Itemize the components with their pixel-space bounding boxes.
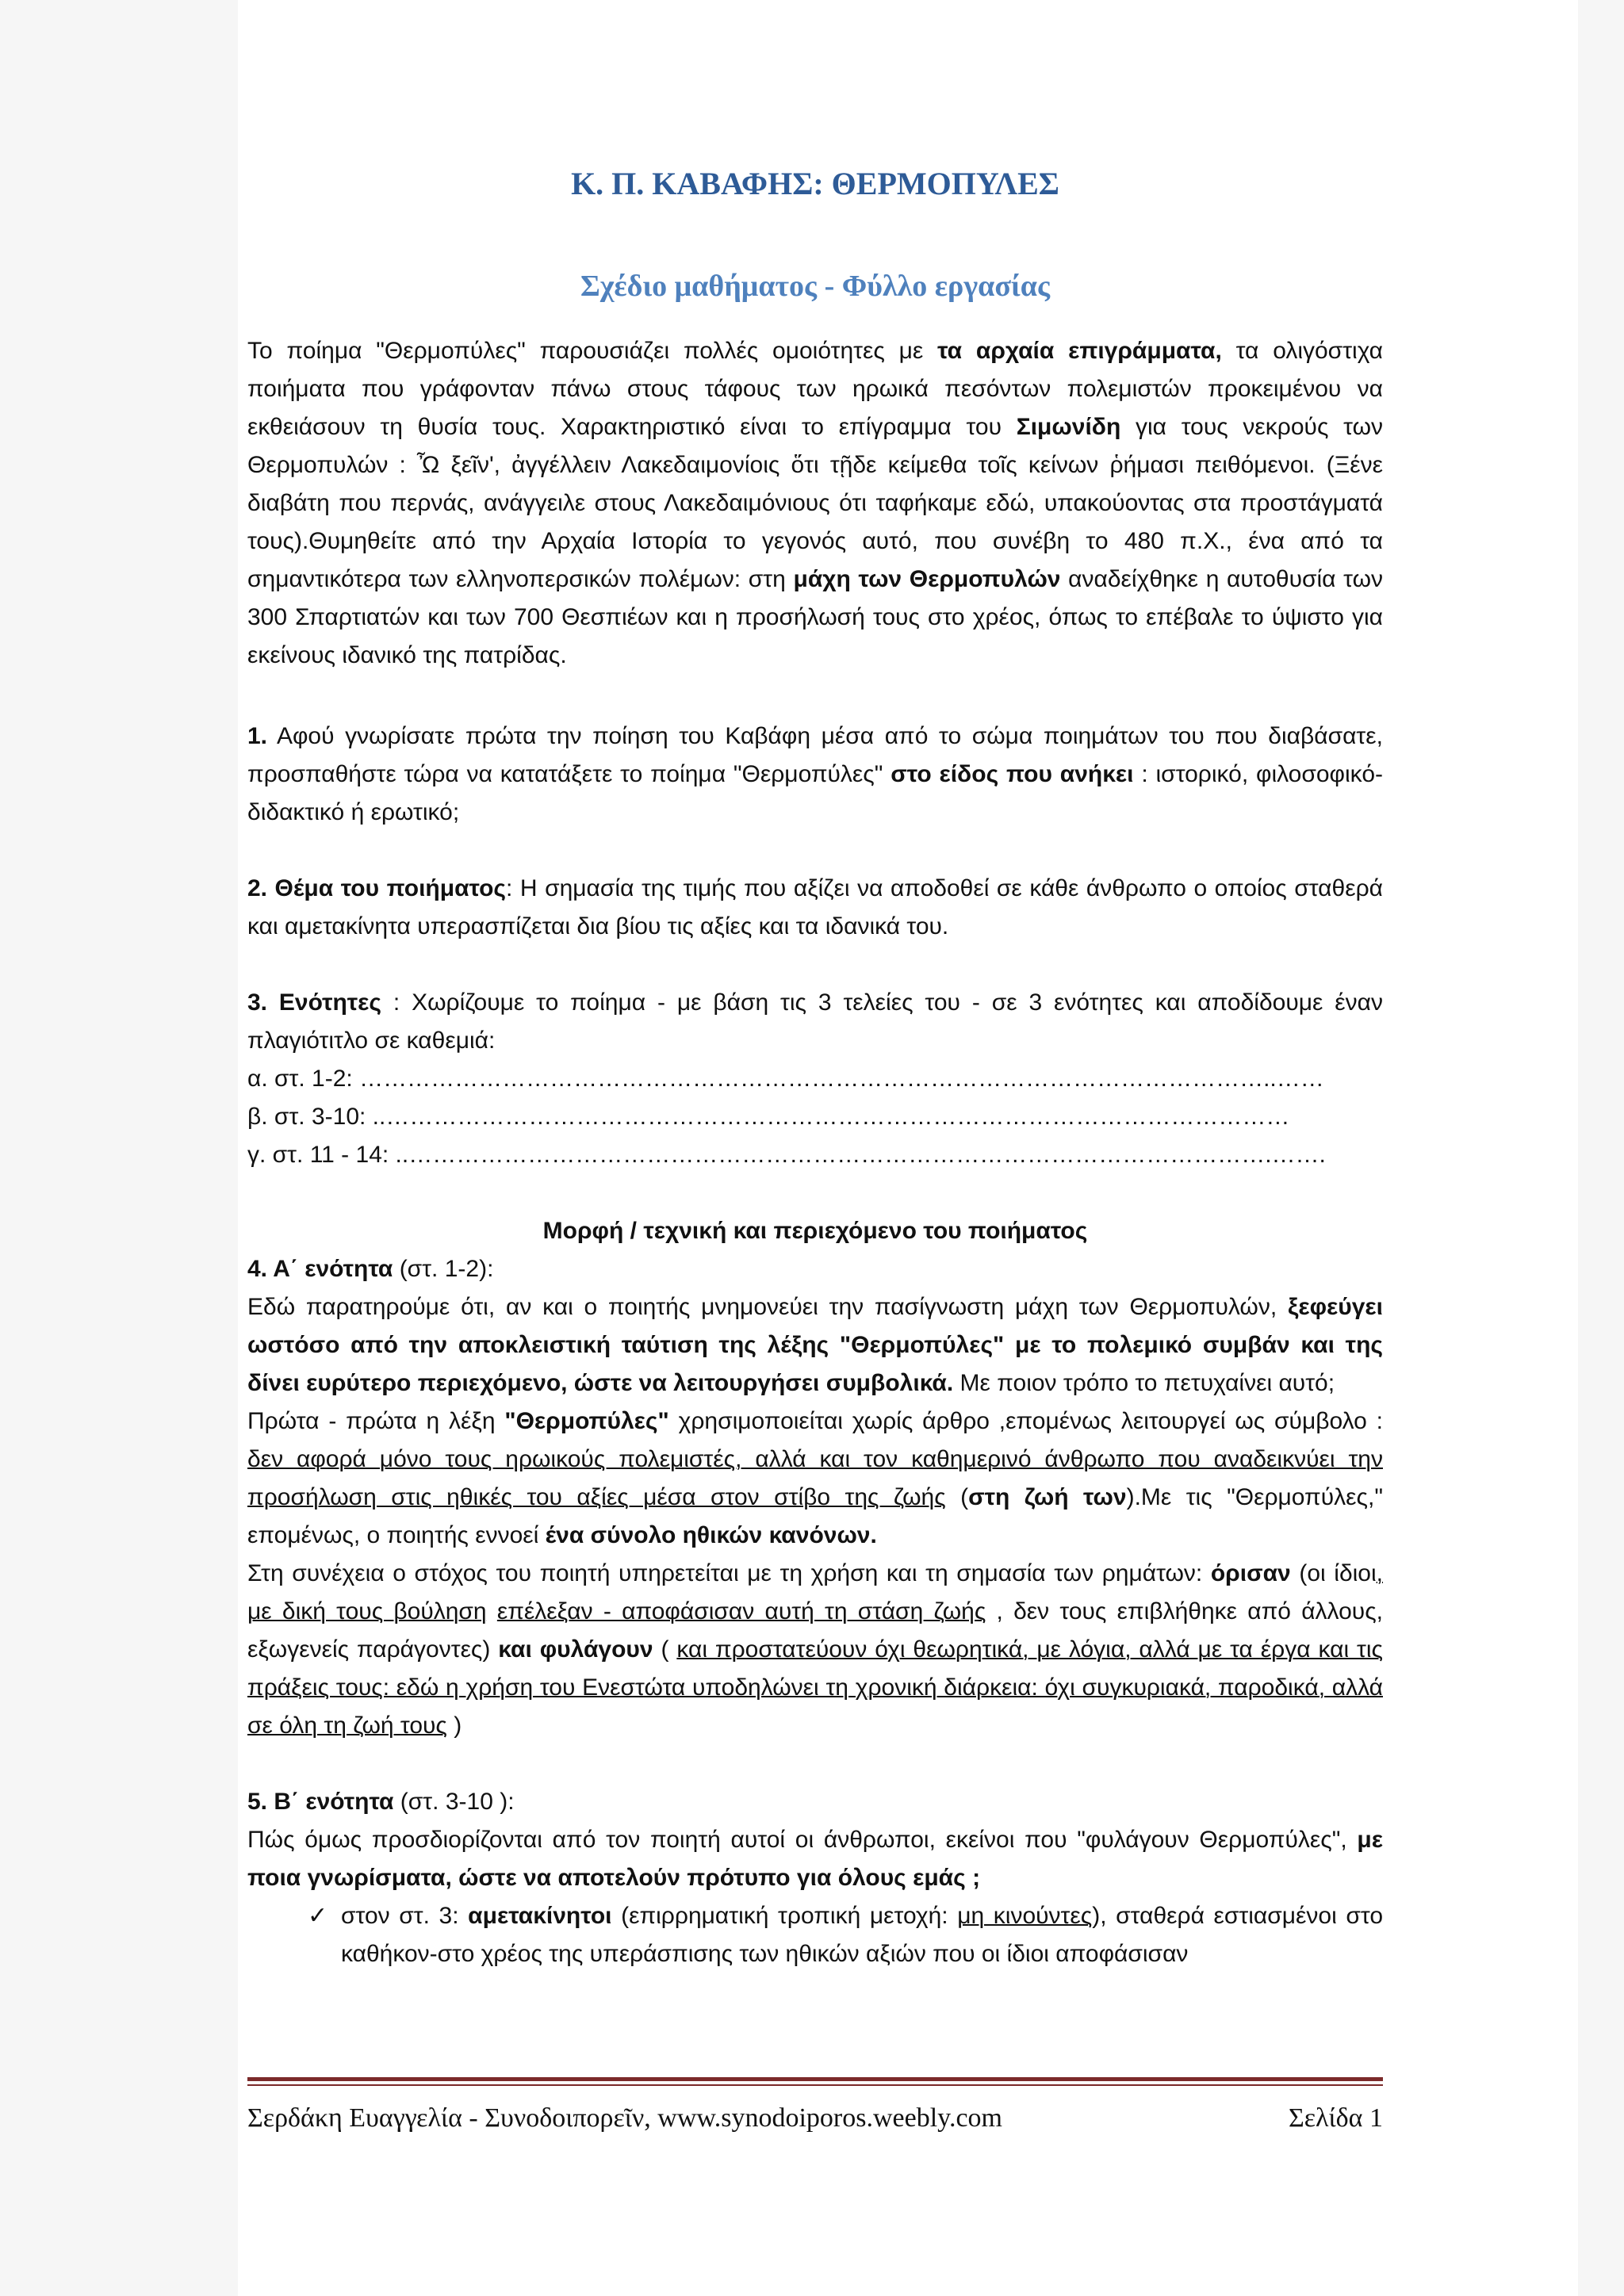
bold-run: όρισαν (1210, 1560, 1291, 1586)
bold-run: στη ζωή των (968, 1484, 1127, 1510)
text-run: ( (945, 1484, 969, 1510)
bold-run: μάχη των Θερμοπυλών (793, 566, 1061, 592)
text-run: (στ. 1-2): (393, 1256, 494, 1282)
text-run: : ιστορικό, φιλοσοφικό-διδακτικό ή ερωτικό; (247, 761, 1383, 825)
text-run (487, 1598, 497, 1624)
underlined-run: και προστατεύουν όχι θεωρητικά, με λόγια, αλλά με τα έργα και τις πράξεις τους: εδώ η χρήση του Ενεστώτα υποδηλώνει τη χρονική διάρκεια: όχι συγκυριακά, παροδικά, αλλά σε όλη τη ζωή τους (247, 1636, 1383, 1739)
text-run: στον στ. 3: (341, 1903, 469, 1929)
text-run: (επιρρηματική τροπική μετοχή: (611, 1903, 958, 1929)
bold-run: "Θερμοπύλες" (504, 1408, 669, 1434)
footer-rule (247, 2084, 1383, 2086)
text-run: Αφού γνωρίσατε πρώτα την ποίηση του Καβάφη μέσα από το σώμα ποιημάτων του που διαβάσατε, προσπαθήστε τώρα να κατατάξετε το ποίημα "Θερμοπύλες" (247, 723, 1383, 787)
text-run: ( (653, 1636, 677, 1663)
question-label: 3. Ενότητες (247, 989, 382, 1016)
bold-run: στο είδος που ανήκει (891, 761, 1134, 787)
text-run: χρησιμοποιείται χωρίς άρθρο ,επομένως λειτουργεί ως σύμβολο : (668, 1408, 1383, 1434)
bold-run: Σιμωνίδη (1016, 414, 1121, 440)
text-run: Πώς όμως προσδιορίζονται από τον ποιητή αυτοί οι άνθρωποι, εκείνοι που "φυλάγουν Θερμοπύλες", (247, 1827, 1358, 1853)
bold-run: ξεφεύγει ωστόσο από την αποκλειστική ταύτιση της λέξης "Θερμοπύλες" με το πολεμικό συμβάν και της δίνει ευρύτερο περιεχόμενο, ώστε να λειτουργήσει συμβολικά. (247, 1294, 1383, 1396)
question-1 (247, 718, 1383, 832)
text-run: Με ποιον τρόπο το πετυχαίνει αυτό; (953, 1370, 1335, 1396)
text-run: (οι ίδιοι (1290, 1560, 1377, 1586)
document-title: Κ. Π. ΚΑΒΑΦΗΣ: ΘΕΡΜΟΠΥΛΕΣ (571, 166, 1059, 201)
question-number: 1. (247, 723, 268, 749)
underlined-run: , με δική τους βούληση (247, 1560, 1383, 1624)
text-run: Στη συνέχεια ο στόχος του ποιητή υπηρετείται με τη χρήση και τη σημασία των ρημάτων: (247, 1560, 1211, 1586)
bold-run: τα αρχαία επιγράμματα, (937, 338, 1222, 364)
page-number: Σελίδα 1 (1288, 2103, 1383, 2133)
question-2 (247, 870, 1383, 946)
question-4-paragraph-1 (247, 1288, 1383, 1402)
question-5-paragraph-1 (247, 1821, 1383, 1897)
text-run: για τους νεκρούς των Θερμοπυλών : Ὦ ξεῖν', ἀγγέλλειν Λακεδαιμονίοις ὅτι τῇδε κείμεθα τοῖς κείνων ῥήμασι πειθόμενοι. (Ξένε διαβάτη που περνάς, ανάγγειλε στους Λακεδαιμόνιους ότι ταφήκαμε εδώ, υπακούοντας στα προστάγματά τους).Θυμηθείτε από την Αρχαία Ιστορία το γεγονός αυτό, που συνέβη το 480 π.Χ., ένα από τα σημαντικότερα των ελληνοπερσικών πολέμων: στη (247, 414, 1383, 592)
text-run: : Χωρίζουμε το ποίημα - με βάση τις 3 τελείες του - σε 3 ενότητες και αποδίδουμε έναν πλαγιότιτλο σε καθεμιά: (247, 989, 1384, 1054)
text-run: τα ολιγόστιχα ποιήματα που γράφονταν πάνω στους τάφους των ηρωικά πεσόντων πολεμιστών προκειμένου να εκθειάσουν τη θυσία τους. Χαρακτηριστικό είναι το επίγραμμα του (247, 338, 1383, 440)
bold-run: ένα σύνολο ηθικών κανόνων. (545, 1522, 877, 1548)
text-run: Το ποίημα "Θερμοπύλες" παρουσιάζει πολλές ομοιότητες με (247, 338, 938, 364)
bold-run: και φυλάγουν (498, 1636, 653, 1663)
text-run: αναδείχθηκε η αυτοθυσία των 300 Σπαρτιατών και των 700 Θεσπιέων και η προσήλωσή τους στο χρέος, όπως το επέβαλε το ύψιστο για εκείνους ιδανικό της πατρίδας. (247, 566, 1383, 668)
intro-paragraph (247, 332, 1383, 675)
question-5-heading (247, 1783, 1383, 1821)
bold-run: αμετακίνητοι (468, 1903, 612, 1929)
underlined-run: μη κινούντες (957, 1903, 1093, 1929)
question-label: 5. Β΄ ενότητα (247, 1789, 394, 1815)
text-run: ), σταθερά εστιασμένοι στο καθήκον-στο χρέος της υπεράσπισης των ηθικών αξιών που οι ίδιοι αποφάσισαν (341, 1903, 1384, 1967)
text-run: (στ. 3-10 ): (393, 1789, 515, 1815)
text-run: ) (446, 1712, 462, 1739)
footer-rule (247, 2077, 1383, 2081)
document-subtitle: Σχέδιο μαθήματος - Φύλλο εργασίας (580, 270, 1051, 303)
checkmark-icon: ✓ (308, 1903, 328, 1929)
text-run: : Η σημασία της τιμής που αξίζει να αποδοθεί σε κάθε άνθρωπο ο οποίος σταθερά και αμετακίνητα υπερασπίζεται δια βίου τις αξίες και τα ιδανικά του. (247, 875, 1383, 939)
bold-run: με ποια γνωρίσματα, ώστε να αποτελούν πρότυπο για όλους εμάς ; (247, 1827, 1383, 1891)
question-4-paragraph-3 (247, 1555, 1383, 1745)
fill-line-a: α. στ. 1-2: ……………………………………………………………………………………………………..…… (247, 1066, 1324, 1092)
text-run: , δεν τους επιβλήθηκε από άλλους, εξωγενείς παράγοντες) (247, 1598, 1383, 1663)
underlined-run: επέλεξαν - αποφάσισαν αυτή τη στάση ζωής (496, 1598, 986, 1624)
question-4-paragraph-2 (247, 1402, 1383, 1555)
document-body (247, 151, 1383, 1973)
text-run: Πρώτα - πρώτα η λέξη (247, 1408, 505, 1434)
footer-credit: Σερδάκη Ευαγγελία - Συνοδοιπορεῖν, www.synodoiporos.weebly.com (247, 2103, 1002, 2133)
page-footer (247, 2077, 1383, 2133)
footer-row (247, 2103, 1383, 2133)
text-run: Εδώ παρατηρούμε ότι, αν και ο ποιητής μνημονεύει την πασίγνωστη μάχη των Θερμοπυλών, (247, 1294, 1288, 1320)
underlined-run: δεν αφορά μόνο τους ηρωικούς πολεμιστές, αλλά και τον καθημερινό άνθρωπο που αναδεικνύει την προσήλωση στις ηθικές του αξίες μέσα στον στίβο της ζωής (247, 1446, 1383, 1510)
question-4-heading (247, 1250, 1383, 1288)
fill-line-b: β. στ. 3-10: ..…………………………………………………………………………………………………… (247, 1104, 1290, 1130)
question-label: 2. Θέμα του ποιήματος (247, 875, 507, 901)
question-label: 4. Α΄ ενότητα (247, 1256, 393, 1282)
page-margin-shade (0, 0, 238, 2296)
section-heading-text: Μορφή / τεχνική και περιεχόμενο του ποιήματος (542, 1218, 1088, 1244)
page-margin-shade (1578, 0, 1624, 2296)
question-3 (247, 984, 1383, 1060)
text-run: ).Με τις "Θερμοπύλες," επομένως, ο ποιητής εννοεί (247, 1484, 1383, 1548)
fill-line-c: γ. στ. 11 - 14: ..……………………………………………………………………………………………….……. (247, 1142, 1326, 1168)
bullet-item (247, 1897, 1383, 1973)
section-heading (247, 1212, 1383, 1250)
